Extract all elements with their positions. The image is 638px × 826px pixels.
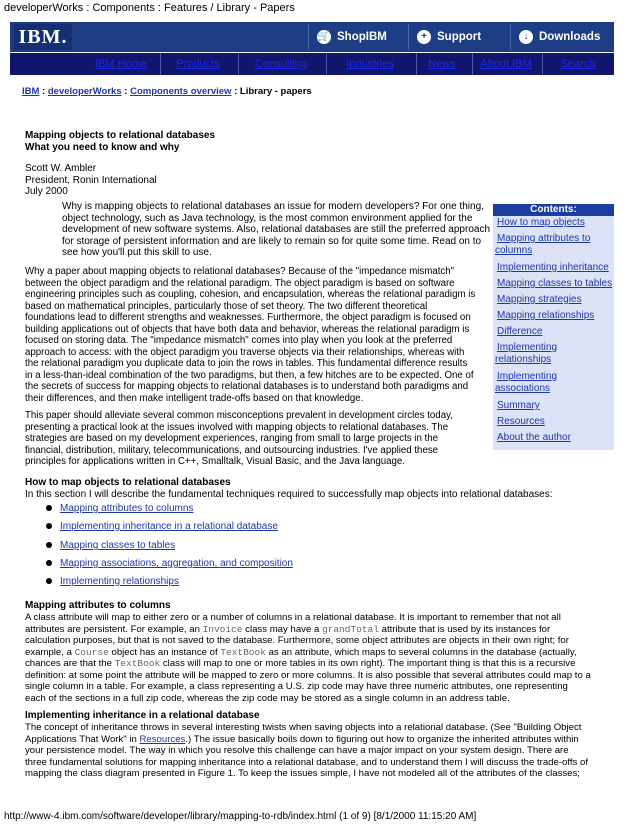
support-button[interactable]: + Support (408, 24, 505, 50)
code-course: Course (74, 646, 109, 658)
article-title: Mapping objects to relational databases What you need to know and why (25, 130, 216, 153)
contents-sidebar (493, 204, 614, 450)
toc-link-attributes[interactable]: Mapping attributes to (497, 233, 591, 244)
how-intro-paragraph: In this section I will describe the fundamental techniques required to successfully map objects into relational databases: (25, 489, 553, 500)
toc-link-impl-associations[interactable]: Implementing (497, 371, 558, 382)
list-item (46, 503, 193, 514)
list-item (46, 576, 179, 587)
nav-industries[interactable]: Industries (346, 58, 394, 70)
cart-icon: 🛒 (317, 30, 331, 42)
section-heading-attributes: Mapping attributes to columns (25, 600, 171, 611)
link-mapping-classes[interactable]: Mapping classes to tables (60, 540, 176, 551)
nav-divider (326, 53, 327, 75)
nav-divider (416, 53, 417, 75)
author-name: Scott W. Ambler (25, 163, 97, 174)
nav-products[interactable]: Products (176, 58, 220, 70)
link-mapping-attributes[interactable]: Mapping attributes to columns (60, 503, 194, 514)
top-nav (10, 53, 614, 75)
nav-about-ibm[interactable]: About IBM (480, 58, 532, 70)
article-date: July 2000 (25, 186, 68, 197)
list-item (46, 540, 175, 551)
nav-divider (472, 53, 473, 75)
nav-divider (542, 53, 543, 75)
inheritance-paragraph: The concept of inheritance throws in several interesting twists when saving objects into a relational database. (See "Building Object Applications That Work" in Resources.) The issue basically boils down to figuring out how to organize the inherited attributes within your persistence model. The way in which you resolve this challenge can have a major impact on your system design. There are three fundamental solutions for mapping inheritance into a relational database, and to understand them I will discuss the trade-offs of mapping the class diagram presented in Figure 1. To keep the issues simple, I have not modeled all of the attributes of the classes; (25, 722, 588, 780)
toc-link-inheritance[interactable]: Implementing inheritance (497, 262, 609, 273)
download-icon: ↓ (519, 30, 533, 44)
bullet-icon (46, 542, 52, 548)
nav-search[interactable]: Search (560, 58, 596, 70)
nav-divider (238, 53, 239, 75)
abstract-paragraph: Why is mapping objects to relational databases an issue for modern developers? For one thing, object technology, such as Java technology, is the most common environment applied for the development of new software systems. Also, relational databases are still the preferred approach for storage of persistent information and are likely to remain so for quite some time. Read on to see how you'll put this skill to use. (62, 201, 491, 258)
plus-icon: + (417, 30, 431, 44)
downloads-button[interactable]: ↓ Downloads (510, 24, 611, 50)
nav-divider (160, 53, 161, 75)
bullet-icon (46, 523, 52, 529)
breadcrumb-current: Library - papers (239, 86, 312, 97)
ibm-masthead (10, 22, 614, 52)
link-implementing-relationships[interactable]: Implementing relationships (60, 576, 179, 587)
intro-paragraph-2: This paper should alleviate several common misconceptions prevalent in development circles today, presenting a practical look at the issues involved with mapping objects to relational databases. The strategies are based on my development experiences, ranging from small to large projects in the financial, distribution, military, telecommunications, and outsourcing industries. I've applied these principles for applications written in C++, Smalltalk, Visual Basic, and the Java language. (25, 410, 453, 467)
link-mapping-associations[interactable]: Mapping associations, aggregation, and composition (60, 558, 293, 569)
list-item (46, 558, 293, 569)
breadcrumb-ibm[interactable]: IBM (22, 86, 40, 97)
toc-link-how-to-map[interactable]: How to map objects (497, 217, 585, 228)
breadcrumb: IBM : developerWorks : Components overview : Library - papers (22, 86, 312, 97)
code-invoice: Invoice (202, 623, 243, 635)
toc-link-difference[interactable]: Difference (497, 326, 543, 337)
breadcrumb-components-overview[interactable]: Components overview (130, 86, 232, 97)
breadcrumb-developerworks[interactable]: developerWorks (47, 86, 122, 97)
author-affiliation: President, Ronin International (25, 174, 157, 186)
nav-ibm-home[interactable]: IBM Home (95, 58, 147, 70)
section-heading-inheritance: Implementing inheritance in a relational database (25, 710, 260, 721)
toc-link-resources[interactable]: Resources (497, 416, 545, 427)
pdf-page-footer: http://www-4.ibm.com/software/developer/library/mapping-to-rdb/index.html (1 of 9) [8/1/2000 11:15:20 AM] (4, 811, 477, 822)
list-item (46, 521, 278, 532)
toc-link-classes-to-tables[interactable]: Mapping classes to tables (497, 278, 613, 289)
toc-link-about-author[interactable]: About the author (497, 432, 571, 443)
attributes-paragraph: A class attribute will map to either zero or a number of columns in a relational database. It is important to remember that not all attributes are persistent. For example, an Invoice class may have a grandTotal attribute that is used by its instances for calculation purposes, but that is not saved to the database. Furthermore, some object attributes are objects in their own right; for example, a Course object has an instance of TextBook as an attribute, which maps to several columns in the database (actually, chances are that the TextBook class will map to one or more tables in its own right). The important thing is that this is a recursive definition: at some point the attribute will be mapped to zero or more columns. It is also possible that several attributes could map to a single column in a table. For example, a class representing a U.S. zip code may have three numeric attributes, one representing each of the sections in a full zip code, whereas the zip code may be stored as a single column in an address table. (25, 612, 591, 704)
toc-link-strategies[interactable]: Mapping strategies (497, 294, 582, 305)
nav-news[interactable]: News (428, 58, 456, 70)
resources-link[interactable]: Resources (139, 733, 186, 745)
toc-link-relationships[interactable]: Mapping relationships (497, 310, 595, 321)
ibm-logo[interactable]: IBM. (14, 24, 72, 50)
link-implementing-inheritance[interactable]: Implementing inheritance in a relational database (60, 521, 278, 532)
bullet-icon (46, 505, 52, 511)
article-subtitle: What you need to know and why (25, 142, 180, 153)
toc-link-attributes-cont[interactable]: columns (495, 245, 533, 256)
bullet-icon (46, 560, 52, 566)
contents-heading: Contents: (493, 204, 614, 216)
section-heading-how-to-map: How to map objects to relational databases (25, 477, 231, 488)
code-textbook: TextBook (114, 658, 161, 669)
bullet-icon (46, 578, 52, 584)
toc-link-impl-relationships-cont[interactable]: relationships (495, 354, 552, 365)
code-grandtotal: grandTotal (321, 623, 379, 635)
nav-consulting[interactable]: Consulting (255, 58, 307, 70)
intro-paragraph-1: Why a paper about mapping objects to relational databases? Because of the "impedance mismatch" between the object paradigm and the relational paradigm. The object paradigm is based on software engineering principles such as coupling, cohesion, and encapsulation, whereas the relational paradigm is based on mathematical principles, particularly those of set theory. The two different theoretical foundations lead to different strengths and weaknesses. Furthermore, the object paradigm is focused on building applications out of objects that have both data and behavior, whereas the relational paradigm is focused on storing data. The "impedance mismatch" comes into play when you look at the preferred approach to access: with the object paradigm you traverse objects via their relationships, whereas with the relational paradigm you duplicate data to join the rows in tables. This fundamental difference results in a less-than-ideal combination of the two paradigms, but then, a few hitches are to be expected. One of the secrets of success for mapping objects to relational databases is to understand both paradigms and their differences, and then make intelligent trade-offs based on that knowledge. (25, 266, 476, 404)
article-byline (25, 163, 157, 198)
code-textbook: TextBook (220, 646, 266, 658)
pdf-page-header: developerWorks : Components : Features / Library - Papers (4, 2, 295, 14)
toc-link-summary[interactable]: Summary (497, 400, 540, 411)
shopibm-button[interactable]: 🛒 ShopIBM (308, 24, 405, 50)
toc-link-impl-relationships[interactable]: Implementing (497, 342, 558, 353)
toc-link-impl-associations-cont[interactable]: associations (495, 383, 551, 394)
